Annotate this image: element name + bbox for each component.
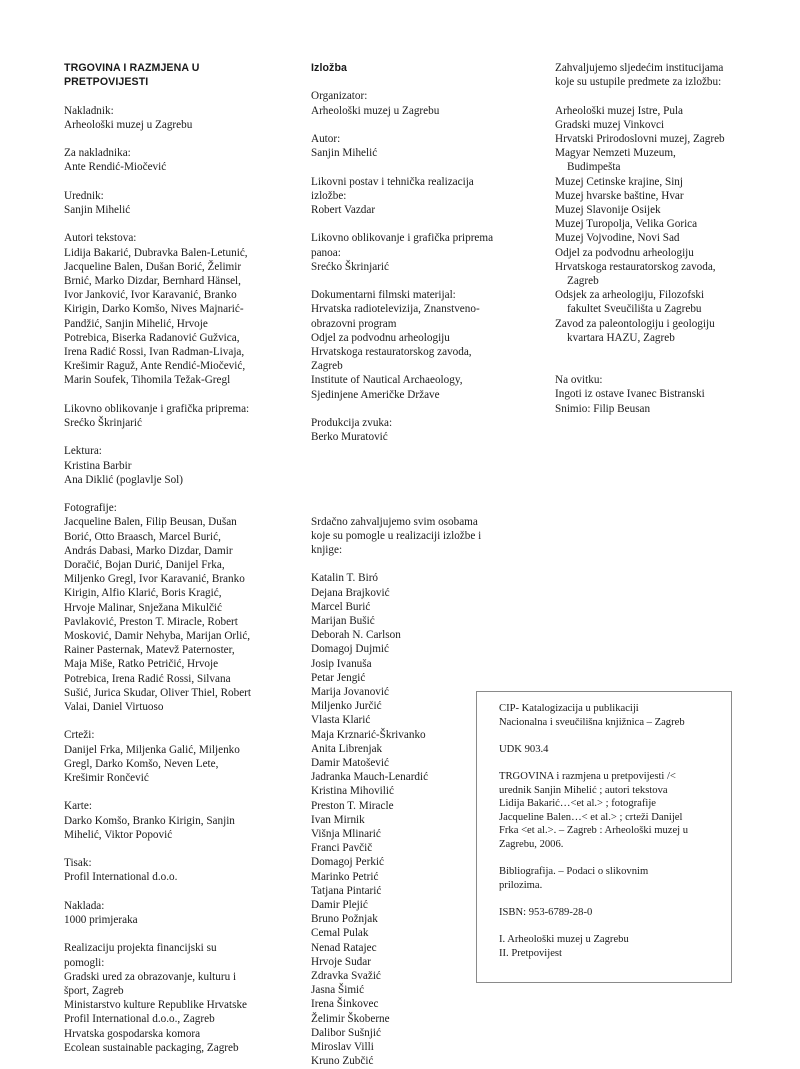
credit-line: Profil International d.o.o. [64, 871, 178, 884]
credit-line: Miljenko Gregl, Ivor Karavanić, Branko [64, 573, 245, 586]
credit-line: Borić, Otto Braasch, Marcel Burić, [64, 530, 221, 543]
thanks-name: Domagoj Perkić [311, 856, 385, 869]
credit-line: Karte: [64, 800, 92, 813]
exhibition-heading: Izložba [311, 62, 348, 74]
credit-line: Valai, Daniel Virtuoso [64, 701, 164, 714]
exhibition-credit-line: Sanjin Mihelić [311, 147, 378, 160]
credit-line: Brnić, Marko Dizdar, Bernhard Hänsel, [64, 274, 241, 287]
institution-line: Zavod za paleontologiju i geologiju [555, 317, 715, 330]
cip-record-box [476, 691, 732, 983]
exhibition-credit-block [311, 175, 501, 218]
institution-line: Gradski muzej Vinkovci [555, 118, 665, 131]
credit-line: Potrebica, Biserka Radanović Gužvica, [64, 331, 240, 344]
thanks-name: Marcel Burić [311, 600, 371, 613]
credit-line: Urednik: [64, 189, 104, 202]
thanks-name: Jasna Šimić [311, 984, 365, 997]
credit-block [64, 728, 264, 785]
thanks-name: Irena Šinkovec [311, 998, 379, 1011]
credit-line: Autori tekstova: [64, 232, 137, 245]
credit-line: Tisak: [64, 857, 92, 870]
thanks-name: Domagoj Dujmić [311, 643, 389, 656]
credit-line: Gradski ured za obrazovanje, kulturu i [64, 970, 237, 983]
book-title [64, 61, 264, 89]
credit-line: Krešimir Rončević [64, 772, 149, 785]
institution-line: Magyar Nemzeti Muzeum, [555, 147, 676, 160]
cip-block [499, 906, 731, 920]
institution-line: Hrvatski Prirodoslovni muzej, Zagreb [555, 133, 725, 145]
institution-line: Muzej hvarske baštine, Hvar [555, 189, 684, 202]
thanks-name: Miljenko Jurčić [311, 700, 382, 713]
credit-block [64, 146, 264, 174]
credit-block [64, 231, 264, 387]
credit-line: Fotografije: [64, 502, 117, 515]
credit-block [64, 799, 264, 842]
thanks-name: Ivan Mirnik [311, 813, 365, 826]
cip-line: urednik Sanjin Mihelić ; autori tekstova [499, 784, 668, 796]
thanks-name: Nenad Ratajec [311, 941, 377, 954]
thanks-name: Josip Ivanuša [311, 657, 372, 670]
credit-line: Irena Radić Rossi, Ivan Radman-Livaja, [64, 346, 245, 358]
thanks-line: koje su pomogle u realizaciji izložbe i [311, 529, 482, 542]
credit-block [64, 856, 264, 884]
credit-line: Maja Miše, Ratko Petričić, Hrvoje [64, 658, 219, 671]
thanks-name: Dalibor Sušnjić [311, 1026, 381, 1039]
credit-line: Za nakladnika: [64, 147, 131, 160]
thanks-name: Maja Krznarić-Škrivanko [311, 728, 426, 741]
credit-block [64, 104, 264, 132]
thanks-name: Bruno Požnjak [311, 913, 378, 926]
thanks-name: Damir Matošević [311, 757, 389, 770]
institutions-column [555, 61, 750, 430]
credit-line: András Dabasi, Marko Dizdar, Damir [64, 544, 233, 557]
exhibition-credit-line: Hrvatskoga restauratorskog zavoda, [311, 345, 472, 358]
exhibition-credit-line: Berko Muratović [311, 431, 388, 444]
cip-line: Zagrebu, 2006. [499, 838, 564, 850]
credit-line: Crteži: [64, 729, 95, 742]
exhibition-credit-line: obrazovni program [311, 317, 397, 330]
thanks-name: Cemal Pulak [311, 927, 369, 940]
exhibition-credit-line: Dokumentarni filmski materijal: [311, 289, 456, 302]
cip-record [499, 702, 731, 960]
credit-line: Jacqueline Balen, Dušan Borić, Želimir [64, 260, 242, 273]
institutions-intro-line: Zahvaljujemo sljedećim institucijama [555, 62, 724, 74]
institutions-intro-line: koje su ustupile predmete za izložbu: [555, 76, 722, 89]
cip-line: II. Pretpovijest [499, 947, 562, 959]
credit-line: Ante Rendić-Miočević [64, 161, 167, 174]
institution-line: Budimpešta [567, 161, 621, 174]
exhibition-credit-block [311, 89, 501, 117]
thanks-name: Damir Plejić [311, 899, 368, 912]
thanks-name: Marija Jovanović [311, 686, 389, 698]
credit-line: šport, Zagreb [64, 985, 124, 998]
institution-line: Odsjek za arheologiju, Filozofski [555, 289, 705, 302]
thanks-name: Želimir Škoberne [311, 1012, 390, 1025]
credit-line: Kirigin, Alfio Klarić, Boris Kragić, [64, 587, 222, 600]
cip-line: prilozima. [499, 879, 543, 891]
cip-block [499, 933, 731, 960]
thanks-name: Vlasta Klarić [311, 714, 371, 727]
thanks-name: Jadranka Mauch-Lenardić [311, 771, 429, 784]
thanks-name: Preston T. Miracle [311, 799, 394, 812]
institutions-list [555, 104, 750, 345]
thanks-name: Petar Jengić [311, 671, 366, 684]
credit-line: Krešimir Raguž, Ante Rendić-Miočević, [64, 360, 246, 373]
cip-line: Bibliografija. – Podaci o slikovnim [499, 866, 649, 878]
credit-line: Pandžić, Sanjin Mihelić, Hrvoje [64, 317, 208, 330]
thanks-name: Deborah N. Carlson [311, 629, 401, 642]
institution-line: Muzej Cetinske krajine, Sinj [555, 175, 684, 188]
credit-line: Arheološki muzej u Zagrebu [64, 118, 193, 131]
credit-line: Darko Komšo, Branko Kirigin, Sanjin [64, 814, 235, 827]
credit-line: Likovno oblikovanje i grafička priprema: [64, 402, 250, 415]
thanks-name: Višnja Mlinarić [311, 828, 381, 841]
exhibition-credit-line: Autor: [311, 132, 341, 145]
exhibition-credit-line: Robert Vazdar [311, 203, 376, 216]
credit-line: Potrebica, Irena Radić Rossi, Silvana [64, 672, 231, 685]
credit-line: Danijel Frka, Miljenka Galić, Miljenko [64, 743, 240, 756]
cover-line: Snimio: Filip Beusan [555, 402, 651, 415]
credit-block [64, 444, 264, 487]
credit-line: Ivor Janković, Ivor Karavanić, Branko [64, 289, 237, 302]
credit-block [64, 941, 264, 1055]
exhibition-credit-line: Arheološki muzej u Zagrebu [311, 104, 440, 117]
cip-line: UDK 903.4 [499, 743, 549, 755]
credit-line: Kristina Barbir [64, 459, 132, 472]
thanks-name: Franci Pavčič [311, 842, 373, 855]
credit-block [64, 899, 264, 927]
exhibition-credit-block [311, 231, 501, 274]
thanks-intro [311, 515, 501, 558]
thanks-name: Marijan Bušić [311, 614, 375, 627]
credit-block [64, 189, 264, 217]
cip-line: TRGOVINA i razmjena u pretpovijesti /< [499, 770, 676, 782]
cip-line: Nacionalna i sveučilišna knjižnica – Zagreb [499, 716, 685, 728]
institution-line: Muzej Turopolja, Velika Gorica [555, 218, 698, 231]
credit-line: Sušić, Jurica Skudar, Oliver Thiel, Robert [64, 686, 252, 699]
thanks-names-list [311, 571, 501, 1068]
exhibition-credit-line: Odjel za podvodnu arheologiju [311, 331, 450, 344]
cip-line: Lidija Bakarić…<et al.> ; fotografije [499, 798, 656, 810]
credit-line: Gregl, Darko Komšo, Neven Lete, [64, 757, 219, 770]
credit-line: Jacqueline Balen, Filip Beusan, Dušan [64, 516, 237, 529]
exhibition-credit-line: Organizator: [311, 90, 368, 103]
cover-line: Ingoti iz ostave Ivanec Bistranski [555, 388, 705, 401]
thanks-name: Kruno Zubčić [311, 1055, 374, 1068]
thanks-name: Tatjana Pintarić [311, 884, 382, 897]
credit-line: Hrvatska gospodarska komora [64, 1027, 201, 1040]
institution-line: Muzej Slavonije Osijek [555, 204, 661, 217]
title-line: PRETPOVIJESTI [64, 76, 149, 89]
cip-block [499, 865, 731, 892]
credit-line: Mosković, Damir Nehyba, Marijan Orlić, [64, 630, 251, 643]
institutions-intro [555, 61, 750, 89]
cip-line: Frka <et al.>. – Zagreb : Arheološki muzej u [499, 825, 689, 837]
institution-line: Muzej Vojvodine, Novi Sad [555, 232, 680, 245]
exhibition-credit-line: Sjedinjene Američke Države [311, 388, 440, 401]
credit-line: Ecolean sustainable packaging, Zagreb [64, 1041, 239, 1054]
exhibition-credit-line: Institute of Nautical Archaeology, [311, 374, 463, 387]
exhibition-column [311, 61, 501, 1068]
thanks-name: Miroslav Villi [311, 1041, 374, 1054]
exhibition-credit-block [311, 288, 501, 402]
credit-line: Ministarstvo kulture Republike Hrvatske [64, 999, 248, 1012]
cip-line: CIP- Katalogizacija u publikaciji [499, 703, 639, 714]
credit-line: Profil International d.o.o., Zagreb [64, 1013, 215, 1026]
cip-line: I. Arheološki muzej u Zagrebu [499, 934, 629, 946]
credit-line: Sanjin Mihelić [64, 203, 131, 216]
credits-list [64, 104, 264, 1055]
exhibition-credit-line: Srećko Škrinjarić [311, 260, 389, 273]
credit-block [64, 501, 264, 714]
exhibition-credits [311, 89, 501, 444]
thanks-name: Hrvoje Sudar [311, 955, 371, 968]
title-line: TRGOVINA I RAZMJENA U [64, 62, 200, 74]
institution-line: Hrvatskoga restauratorskog zavoda, [555, 260, 716, 273]
thanks-name: Zdravka Svažić [311, 970, 381, 983]
credit-line: Kirigin, Darko Komšo, Nives Majnarić- [64, 303, 244, 316]
credit-line: Ana Diklić (poglavlje Sol) [64, 473, 183, 486]
cip-line: Jacqueline Balen…< et al.> ; crteži Danijel [499, 811, 683, 823]
thanks-name: Katalin T. Biró [311, 572, 379, 585]
publication-details-column [64, 61, 264, 1069]
thanks-name: Marinko Petrić [311, 870, 379, 883]
institution-line: Odjel za podvodnu arheologiju [555, 246, 694, 259]
credit-line: Lektura: [64, 445, 102, 458]
thanks-line: knjige: [311, 543, 343, 556]
cover-credit [555, 373, 750, 416]
thanks-name: Anita Librenjak [311, 742, 383, 755]
exhibition-credit-line: Produkcija zvuka: [311, 416, 393, 429]
credit-line: Nakladnik: [64, 104, 114, 117]
cip-block [499, 743, 731, 757]
exhibition-credit-line: panoa: [311, 246, 341, 259]
credit-line: pomogli: [64, 956, 105, 969]
institution-line: Zagreb [567, 275, 599, 288]
cip-block [499, 770, 731, 852]
credit-line: 1000 primjeraka [64, 914, 138, 927]
thanks-line: Srdačno zahvaljujemo svim osobama [311, 515, 478, 528]
credit-line: Doračić, Bojan Durić, Danijel Frka, [64, 559, 225, 571]
credit-line: Lidija Bakarić, Dubravka Balen-Letunić, [64, 246, 248, 259]
credit-line: Hrvoje Malinar, Snježana Mikulčić [64, 601, 222, 614]
institution-line: Arheološki muzej Istre, Pula [555, 104, 684, 117]
exhibition-credit-block [311, 132, 501, 160]
exhibition-credit-line: Hrvatska radiotelevizija, Znanstveno- [311, 303, 480, 316]
credit-line: Marin Soufek, Tihomila Težak-Gregl [64, 374, 231, 387]
exhibition-credit-line: Likovni postav i tehnička realizacija [311, 175, 474, 188]
exhibition-credit-line: izložbe: [311, 189, 347, 202]
cip-line: ISBN: 953-6789-28-0 [499, 906, 593, 918]
credit-block [64, 402, 264, 430]
credit-line: Rainer Pasternak, Matevž Paternoster, [64, 644, 235, 657]
exhibition-credit-line: Zagreb [311, 360, 343, 373]
credit-line: Naklada: [64, 899, 105, 912]
credit-line: Realizaciju projekta financijski su [64, 942, 217, 955]
credit-line: Srećko Škrinjarić [64, 417, 142, 429]
cip-block [499, 702, 731, 729]
credit-line: Mihelić, Viktor Popović [64, 828, 173, 841]
exhibition-credit-line: Likovno oblikovanje i grafička priprema [311, 232, 494, 245]
institution-line: fakultet Sveučilišta u Zagrebu [567, 303, 702, 316]
thanks-name: Dejana Brajković [311, 586, 390, 599]
thanks-name: Kristina Mihovilić [311, 785, 394, 798]
exhibition-credit-block [311, 416, 501, 444]
cover-line: Na ovitku: [555, 374, 603, 387]
credit-line: Pavlaković, Preston T. Miracle, Robert [64, 615, 238, 628]
institution-line: kvartara HAZU, Zagreb [567, 331, 675, 344]
